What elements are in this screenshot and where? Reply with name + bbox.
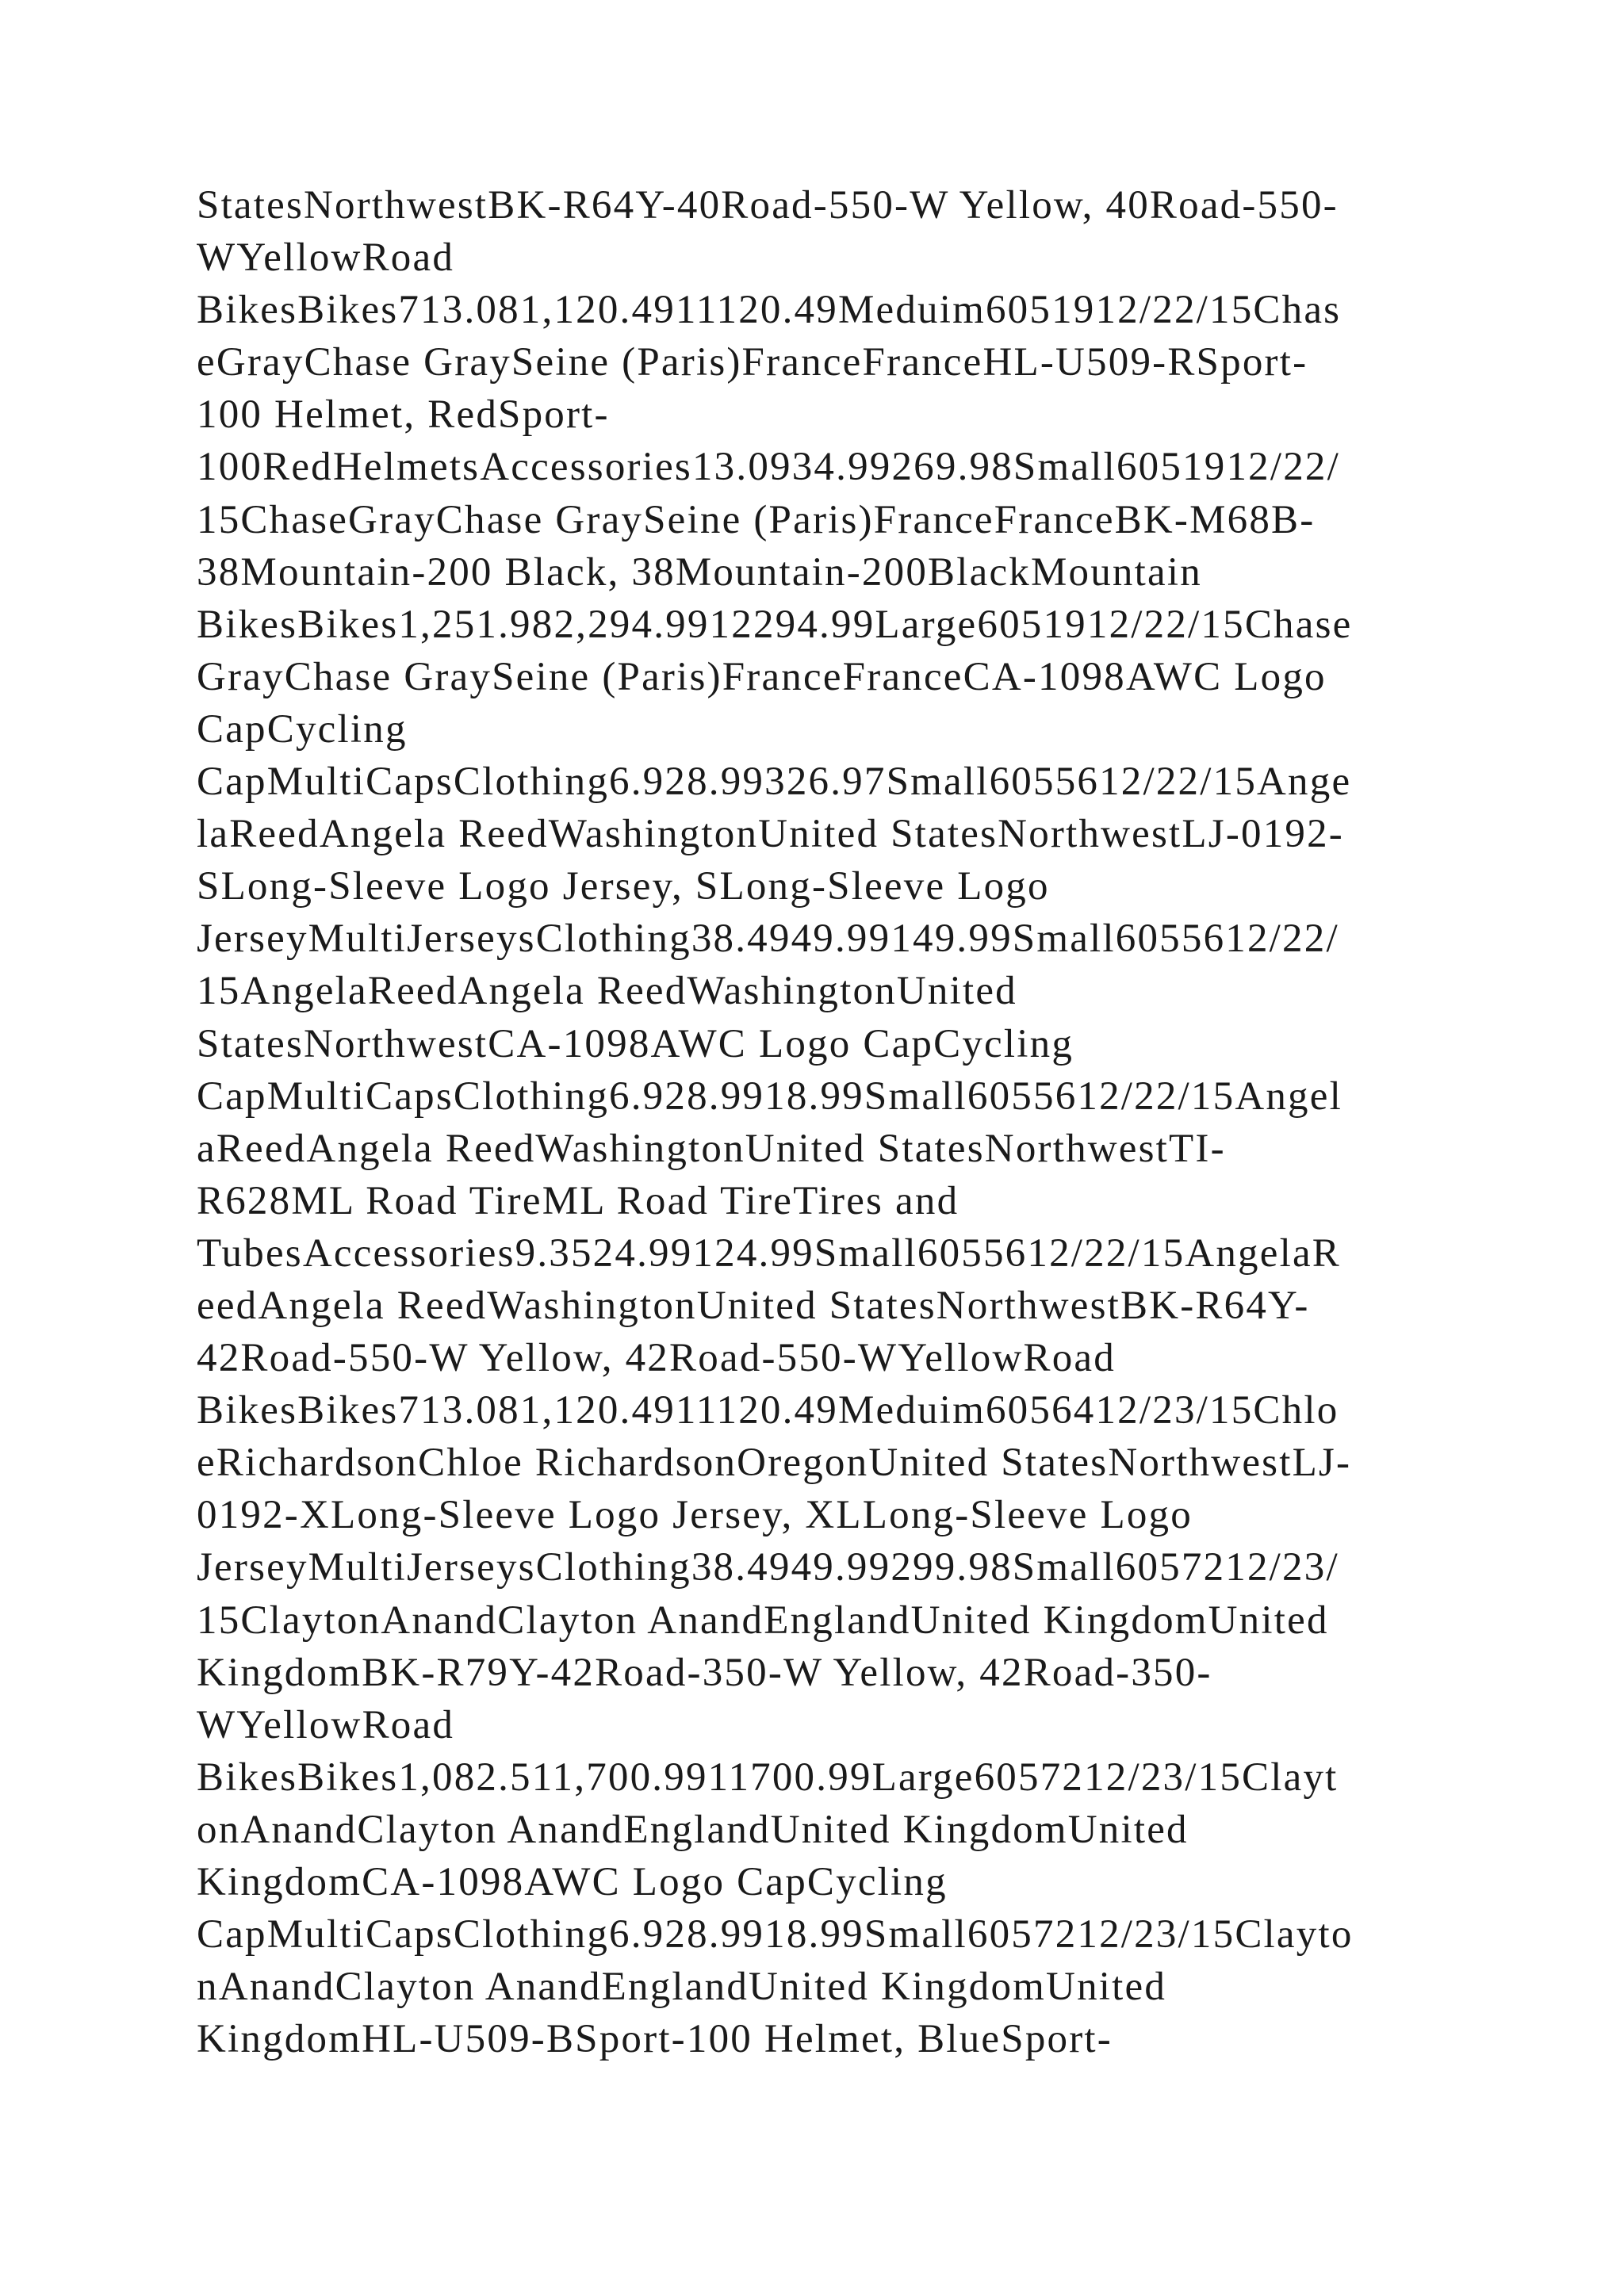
text-line: 100 Helmet, RedSport- <box>197 392 610 438</box>
text-line: BikesBikes713.081,120.4911120.49Meduim6056412/23/15Chlo <box>197 1388 1339 1433</box>
text-line: CapMultiCapsClothing6.928.9918.99Small6057212/23/15Clayto <box>197 1912 1354 1957</box>
text-line: TubesAccessories9.3524.99124.99Small6055612/22/15AngelaR <box>197 1230 1341 1276</box>
text-line: StatesNorthwestBK-R64Y-40Road-550-W Yellow, 40Road-550- <box>197 183 1339 228</box>
text-line: KingdomHL-U509-BSport-100 Helmet, BlueSport- <box>197 2017 1113 2062</box>
text-line: WYellowRoad <box>197 1702 455 1747</box>
text-line: CapCycling <box>197 706 408 752</box>
text-line: 42Road-550-W Yellow, 42Road-550-WYellowRoad <box>197 1336 1116 1381</box>
text-line: 38Mountain-200 Black, 38Mountain-200BlackMountain <box>197 549 1202 595</box>
text-line: JerseyMultiJerseysClothing38.4949.99149.99Small6055612/22/ <box>197 916 1339 962</box>
text-line: BikesBikes1,082.511,700.9911700.99Large6057212/23/15Clayt <box>197 1755 1339 1800</box>
text-line: 15ClaytonAnandClayton AnandEnglandUnited KingdomUnited <box>197 1598 1329 1643</box>
text-line: eedAngela ReedWashingtonUnited StatesNorthwestBK-R64Y- <box>197 1283 1310 1328</box>
text-line: 0192-XLong-Sleeve Logo Jersey, XLLong-Sleeve Logo <box>197 1493 1193 1538</box>
text-line: 15ChaseGrayChase GraySeine (Paris)FranceFranceBK-M68B- <box>197 497 1316 542</box>
text-line: GrayChase GraySeine (Paris)FranceFranceCA-1098AWC Logo <box>197 654 1327 699</box>
text-line: BikesBikes1,251.982,294.9912294.99Large6051912/22/15Chase <box>197 602 1353 647</box>
text-line: JerseyMultiJerseysClothing38.4949.99299.98Small6057212/23/ <box>197 1545 1339 1590</box>
text-line: 100RedHelmetsAccessories13.0934.99269.98Small6051912/22/ <box>197 445 1340 490</box>
text-line: eGrayChase GraySeine (Paris)FranceFranceHL-U509-RSport- <box>197 340 1308 385</box>
text-line: WYellowRoad <box>197 235 455 281</box>
text-line: BikesBikes713.081,120.4911120.49Meduim6051912/22/15Chas <box>197 288 1342 333</box>
text-line: nAnandClayton AnandEnglandUnited KingdomUnited <box>197 1965 1167 2010</box>
text-line: R628ML Road TireML Road TireTires and <box>197 1178 959 1223</box>
text-line: CapMultiCapsClothing6.928.9918.99Small6055612/22/15Angel <box>197 1073 1342 1119</box>
text-line: eRichardsonChloe RichardsonOregonUnited StatesNorthwestLJ- <box>197 1441 1352 1486</box>
text-line: aReedAngela ReedWashingtonUnited StatesNorthwestTI- <box>197 1126 1226 1171</box>
text-line: KingdomCA-1098AWC Logo CapCycling <box>197 1860 948 1904</box>
body-text <box>197 179 1450 2065</box>
text-line: StatesNorthwestCA-1098AWC Logo CapCycling <box>197 1021 1074 1066</box>
text-line: onAnandClayton AnandEnglandUnited KingdomUnited <box>197 1807 1189 1852</box>
text-line: KingdomBK-R79Y-42Road-350-W Yellow, 42Road-350- <box>197 1650 1212 1695</box>
text-line: SLong-Sleeve Logo Jersey, SLong-Sleeve Logo <box>197 864 1050 909</box>
text-line: laReedAngela ReedWashingtonUnited StatesNorthwestLJ-0192- <box>197 812 1344 857</box>
text-line: 15AngelaReedAngela ReedWashingtonUnited <box>197 969 1017 1014</box>
text-line: CapMultiCapsClothing6.928.99326.97Small6055612/22/15Ange <box>197 760 1352 805</box>
